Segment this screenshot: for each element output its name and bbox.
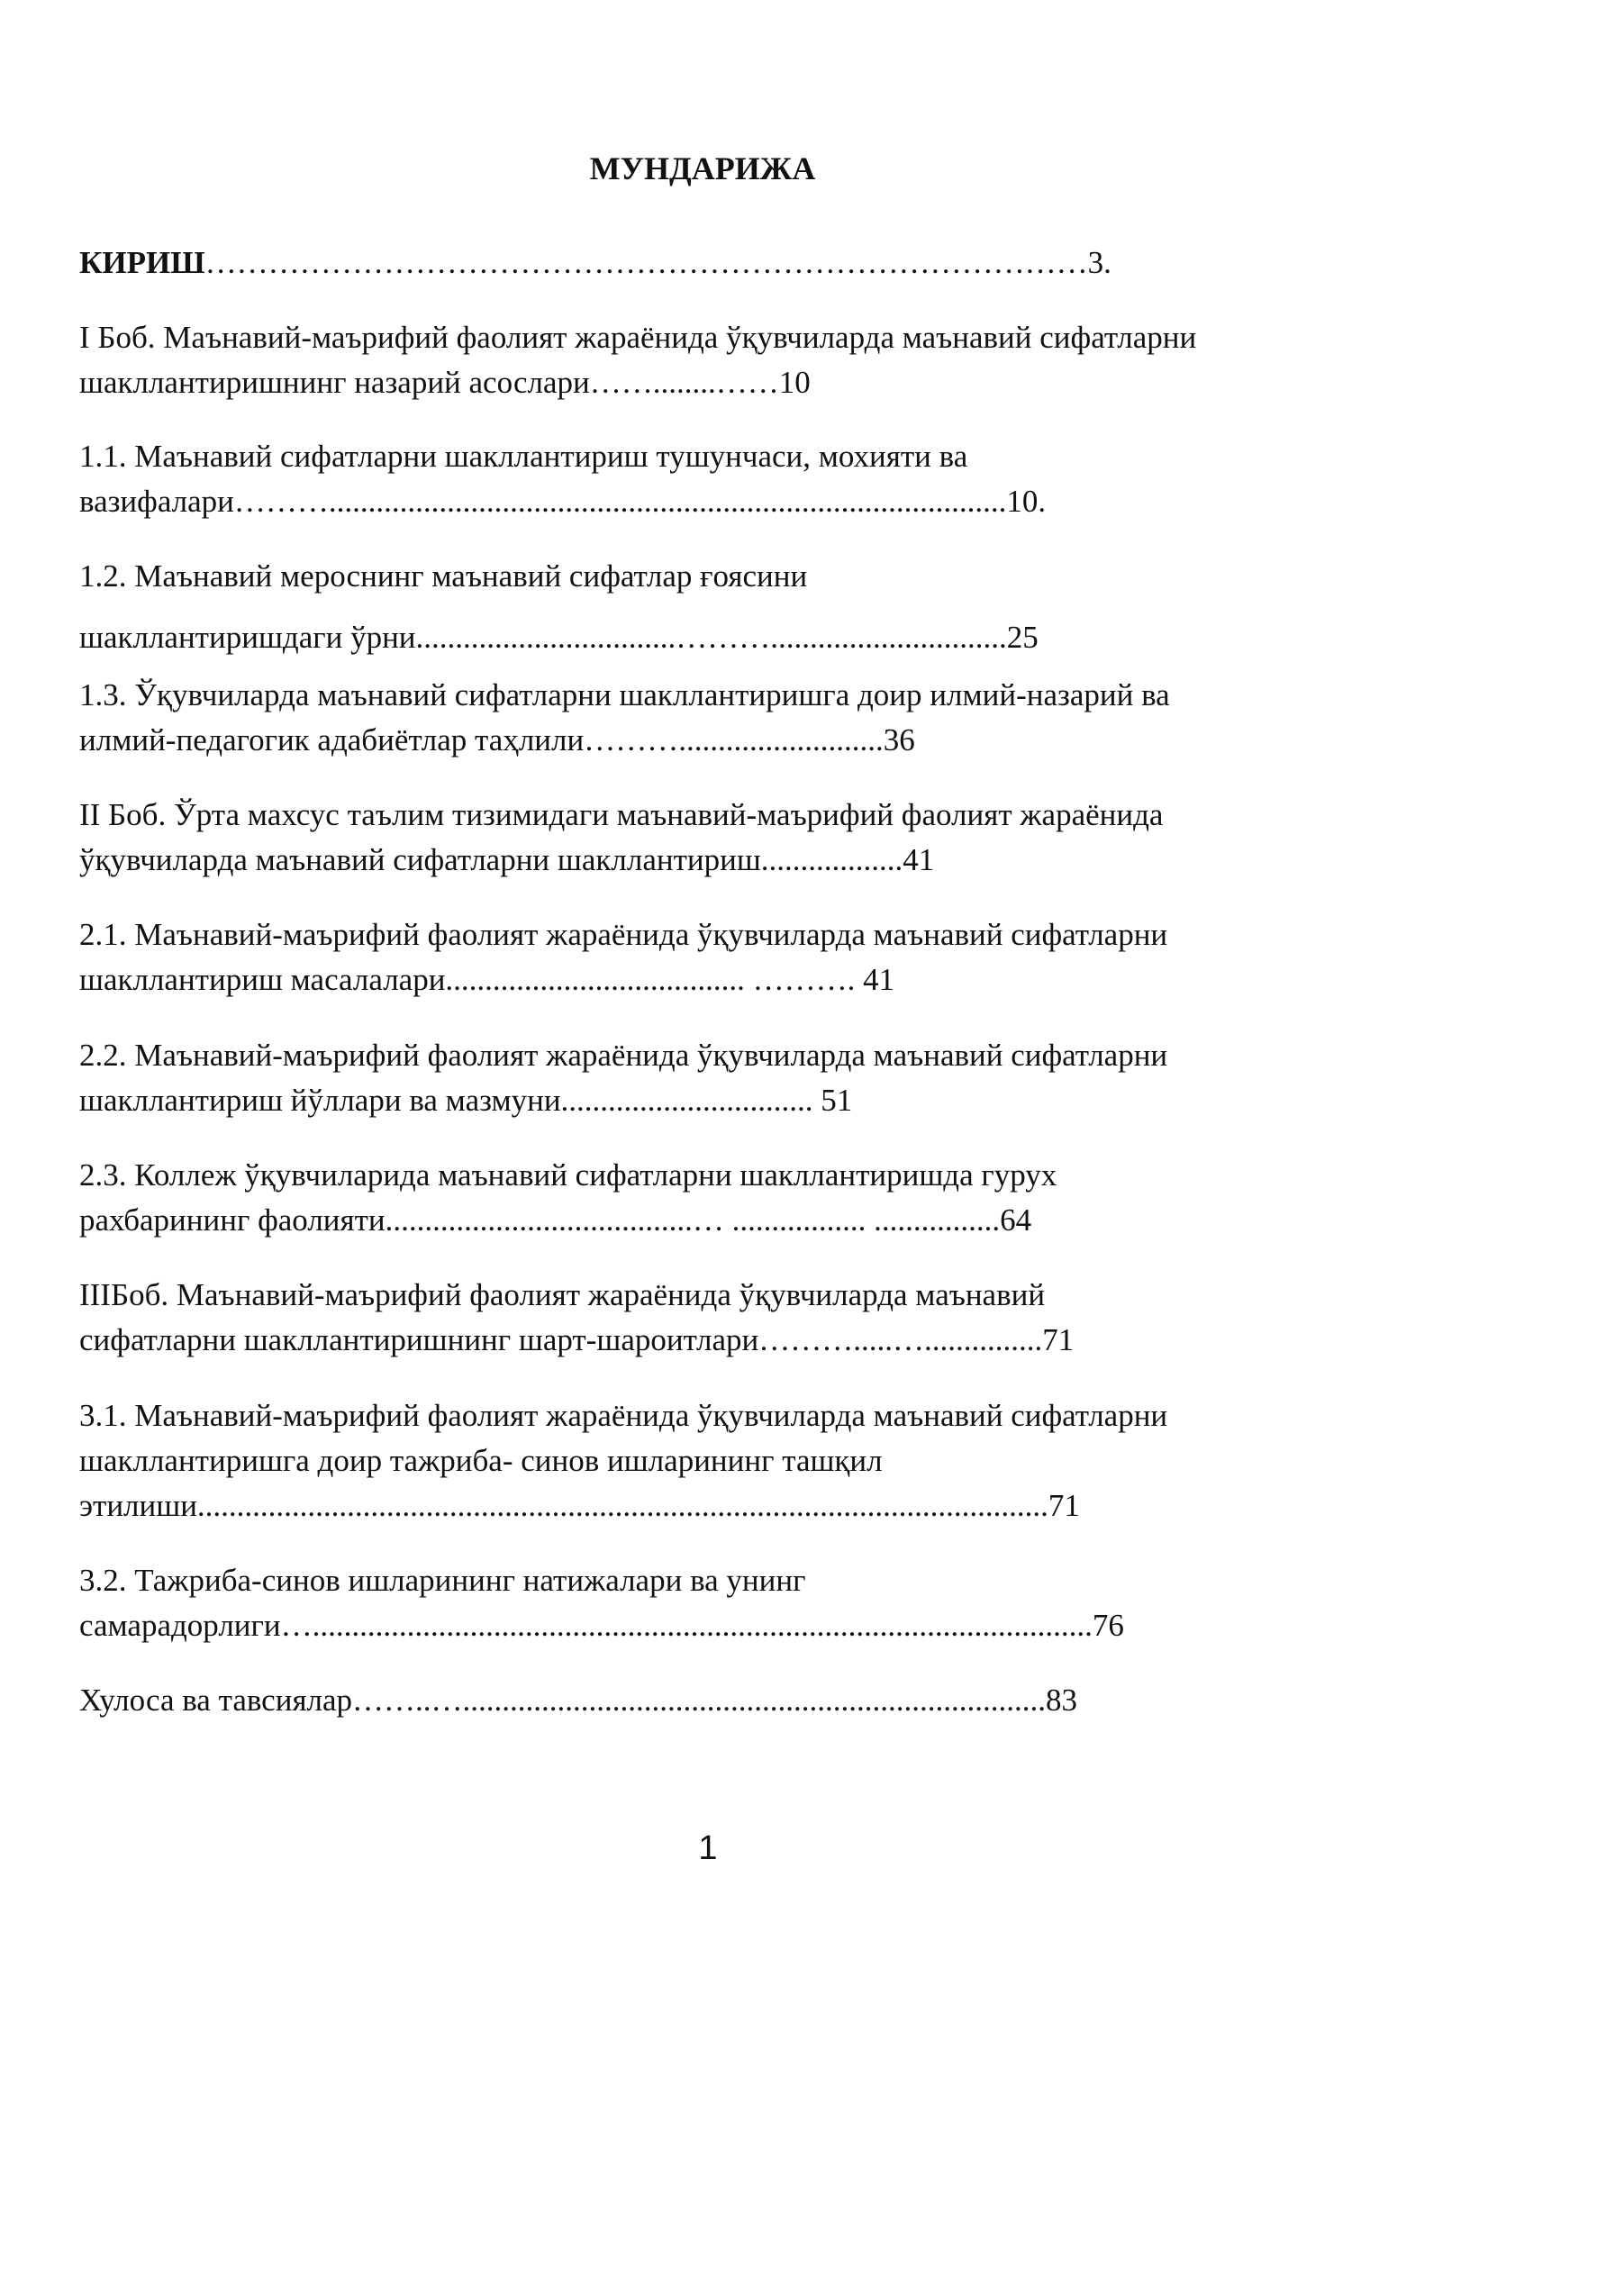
toc-line: рахбарининг фаолияти.......................................… ................. ................64 — [79, 1202, 1032, 1238]
toc-line: 1.2. Маънавий мероснинг маънавий сифатлар ғоясини — [79, 558, 808, 594]
toc-line: шакллантириш йўллари ва мазмуни................................ 51 — [79, 1083, 853, 1118]
toc-line: I Боб. Маънавий-маърифий фаолият жараёнида ўқувчиларда маънавий сифатларни — [79, 320, 1197, 355]
toc-title: МУНДАРИЖА — [589, 150, 816, 186]
toc-line: Хулоса ва тавсиялар……..…..........................................................................83 — [79, 1683, 1078, 1718]
toc-line: шакллантириш масалалари...................................... ………. 41 — [79, 962, 895, 997]
page-number: 1 — [698, 1829, 718, 1867]
toc-line: 1.3. Ўқувчиларда маънавий сифатларни шакллантиришга доир илмий-назарий ва — [79, 677, 1170, 712]
toc-entry-intro — [79, 243, 1111, 283]
toc-line: II Боб. Ўрта махсус таълим тизимидаги маънавий-маърифий фаолият жараёнида — [79, 797, 1164, 832]
toc-entry-intro-label: КИРИШ — [79, 245, 205, 280]
toc-line: шакллантиришга доир тажриба- синов ишларининг ташқил — [79, 1443, 883, 1478]
toc-line: 2.2. Маънавий-маърифий фаолият жараёнида ўқувчиларда маънавий сифатларни — [79, 1038, 1168, 1073]
toc-line: илмий-педагогик адабиётлар таҳлили………..........................36 — [79, 722, 915, 757]
toc-line: шакллантиришдаги ўрни.................................………..............................25 — [79, 620, 1039, 655]
toc-line: 3.2. Тажриба-синов ишларининг натижалари ва унинг — [79, 1563, 806, 1598]
toc-line: 3.1. Маънавий-маърифий фаолият жараёнида ўқувчиларда маънавий сифатларни — [79, 1398, 1168, 1433]
toc-line: этилиши............................................................................................................71 — [79, 1488, 1080, 1523]
toc-line: вазифалари………......................................................................................10. — [79, 484, 1047, 519]
toc-line: 1.1. Маънавий сифатларни шакллантириш тушунчаси, мохияти ва — [79, 439, 968, 474]
toc-line: шакллантиришнинг назарий асослари……........……10 — [79, 365, 811, 400]
toc-line: ўқувчиларда маънавий сифатларни шакллантириш..................41 — [79, 842, 935, 877]
toc-line: IIIБоб. Маънавий-маърифий фаолият жараёнида ўқувчиларда маънавий — [79, 1277, 1046, 1312]
toc-line: 2.1. Маънавий-маърифий фаолият жараёнида ўқувчиларда маънавий сифатларни — [79, 917, 1168, 952]
toc-line: самарадорлиги…...................................................................................................76 — [79, 1608, 1124, 1643]
toc-line: сифатларни шакллантиришнинг шарт-шароитлари……….....…...............71 — [79, 1322, 1075, 1357]
toc-entry-intro-leader: …………………………………………………………………………3. — [204, 245, 1111, 280]
toc-line: 2.3. Коллеж ўқувчиларида маънавий сифатларни шакллантиришда гурух — [79, 1157, 1057, 1193]
